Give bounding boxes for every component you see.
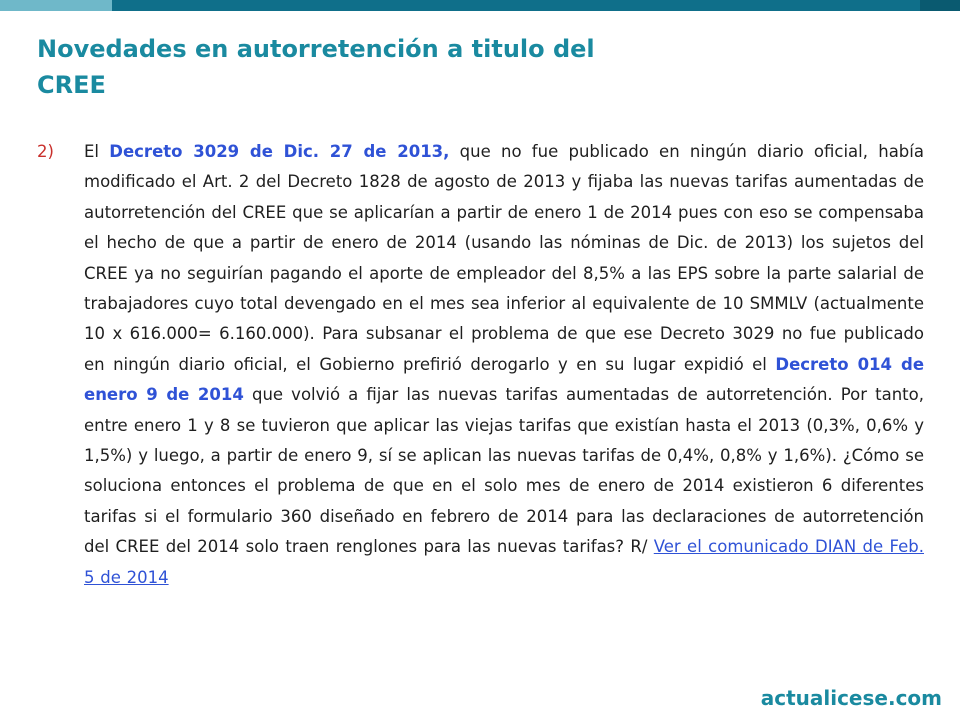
- top-accent-bar-light: [0, 0, 112, 11]
- brand-logo-text: actualicese.com: [760, 686, 942, 710]
- decree-3029-highlight: Decreto 3029 de Dic. 27 de 2013,: [109, 142, 450, 161]
- dian-communique-link[interactable]: Ver el comunicado DIAN de Feb. 5 de 2014: [84, 537, 924, 587]
- text-segment: que volvió a fijar las nuevas tarifas aumentadas de autorretención. Por tanto, entre enero 1 y 8 se tuvieron que aplicar las viejas tarifas que existían hasta el 2013 (0,3%, 0,6% y 1,5%) y luego, a partir de enero 9, sí se aplican las nuevas tarifas de 0,4%, 0,8% y 1,6%). ¿Cómo se soluciona entonces el problema de que en el solo mes de enero de 2014 existieron 6 diferentes tarifas si el formulario 360 diseñado en febrero de 2014 para las declaraciones de autorretención del CREE del 2014 solo traen renglones para las nuevas tarifas? R/: [84, 385, 924, 557]
- top-accent-bar-dark: [112, 0, 920, 11]
- item-number: 2): [37, 142, 54, 161]
- slide-title: Novedades en autorretención a titulo del CREE: [37, 35, 595, 99]
- text-segment: que no fue publicado en ningún diario oficial, había modificado el Art. 2 del Decreto 1828 de agosto de 2013 y fijaba las nuevas tarifas aumentadas de autorretención del CREE que se aplicarían a partir de enero 1 de 2014 pues con eso se compensaba el hecho de que a partir de enero de 2014 (usando las nóminas de Dic. de 2013) los sujetos del CREE ya no seguirían pagando el aporte de empleador del 8,5% a las EPS sobre la parte salarial de trabajadores cuyo total devengado en el mes sea inferior al equivalente de 10 SMMLV (actualmente 10 x 616.000= 6.160.000). Para subsanar el problema de que ese Decreto 3029 no fue publicado en ningún diario oficial, el Gobierno prefirió derogarlo y en su lugar expidió el: [84, 142, 924, 374]
- top-accent-bar-end: [920, 0, 960, 11]
- top-accent-bar: [0, 0, 960, 11]
- text-segment: El: [84, 142, 110, 161]
- item-paragraph: [84, 137, 924, 593]
- decree-014-highlight: Decreto 014 de enero 9 de 2014: [84, 354, 925, 405]
